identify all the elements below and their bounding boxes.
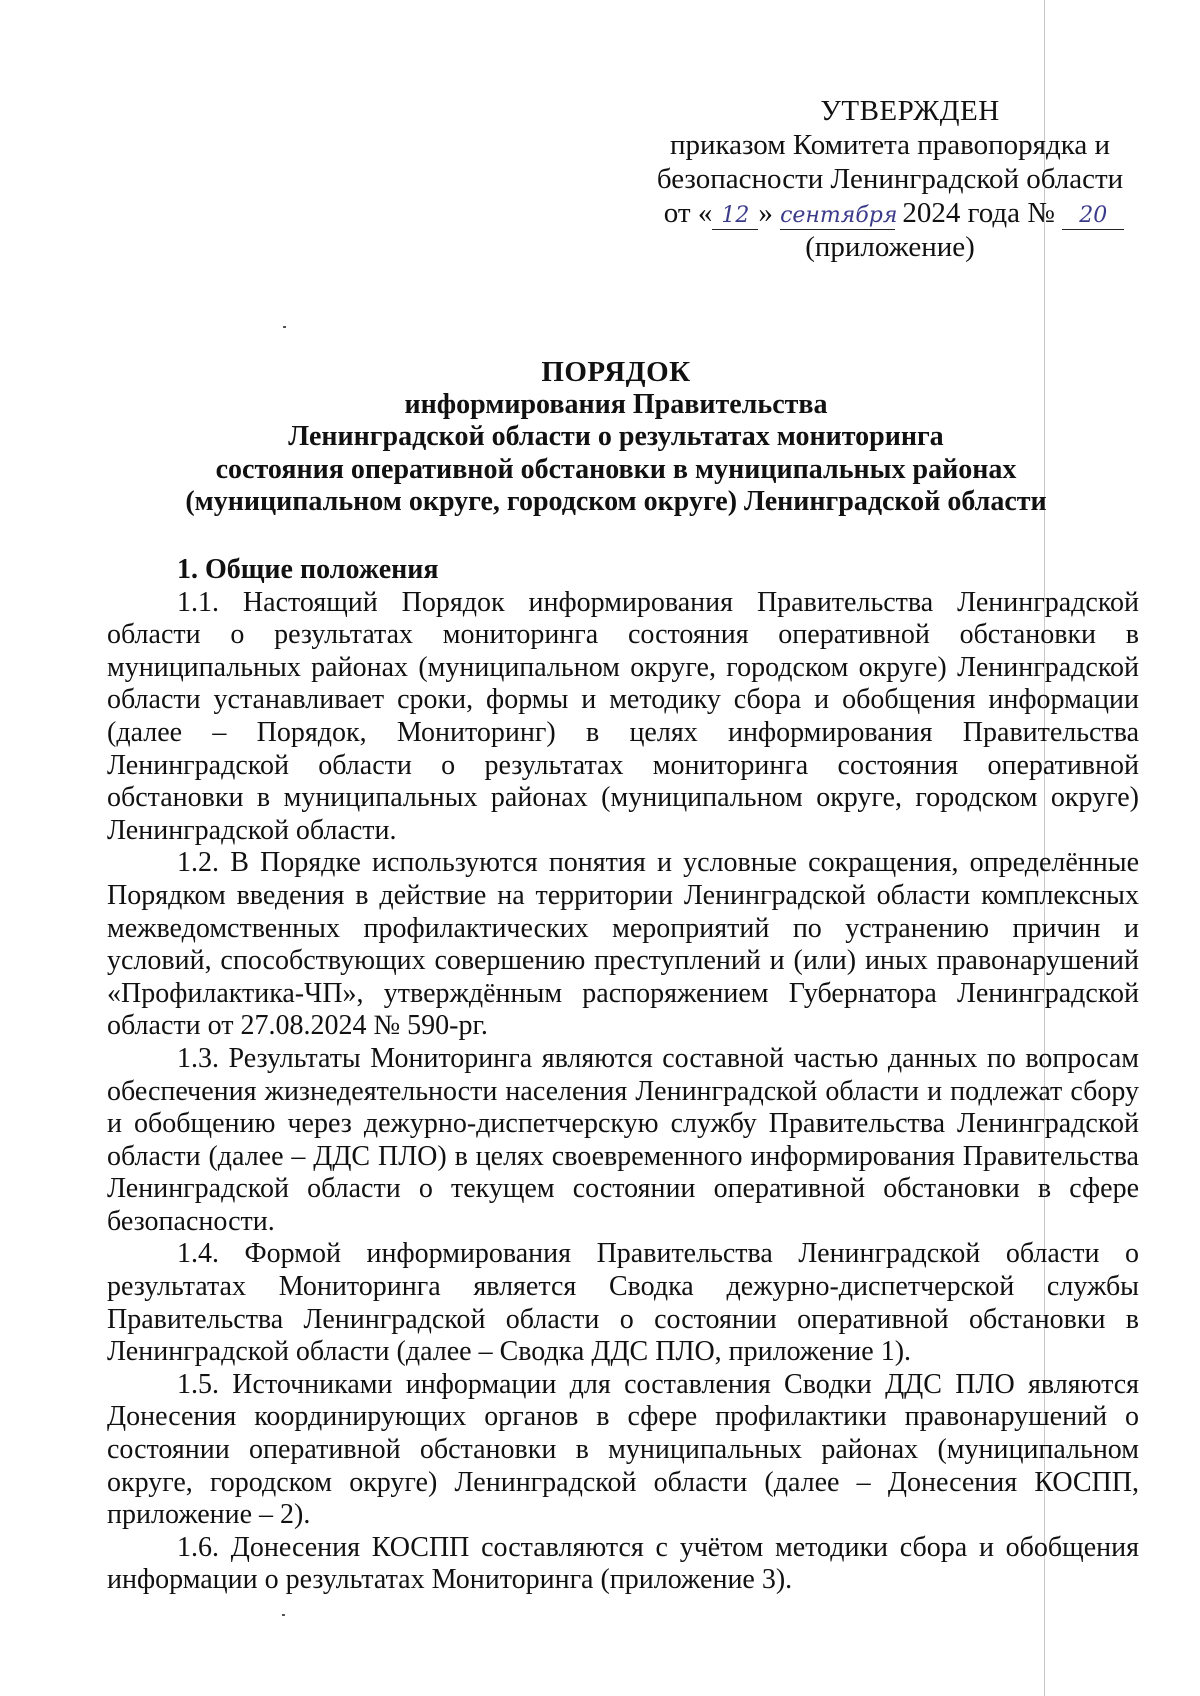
section-heading: 1. Общие положения (177, 554, 439, 585)
handwritten-order-number: 20 (1062, 203, 1124, 230)
scan-speck (282, 1614, 285, 1616)
approval-date-line (640, 196, 1140, 230)
approval-note: (приложение) (805, 231, 975, 263)
paragraph-1-2: 1.2. В Порядке используются понятия и условные сокращения, определённые Порядком введения в действие на территории Ленинградской области комплексных межведомственных профилактических мероприятий по устранению причин и условий, способствующих совершению преступлений и (или) иных правонарушений «Профилактика-ЧП», утверждённым распоряжением Губернатора Ленинградской области от 27.08.2024 № 590-рг. (107, 847, 1139, 1042)
document-title: ПОРЯДОК (541, 356, 691, 388)
document-body (107, 554, 1139, 1597)
title-line-4: (муниципальном округе, городском округе) Ленинградской области (185, 486, 1047, 517)
paragraph-1-4: 1.4. Формой информирования Правительства Ленинградской области о результатах Мониторинга является Сводка дежурно-диспетчерской службы Правительства Ленинградской области о состоянии оперативной обстановки в Ленинградской области (далее – Сводка ДДС ПЛО, приложение 1). (107, 1238, 1139, 1368)
date-year: 2024 года № (895, 197, 1063, 229)
approval-line-1: приказом Комитета правопорядка и (669, 129, 1111, 161)
paragraph-1-3: 1.3. Результаты Мониторинга являются составной частью данных по вопросам обеспечения жизнедеятельности населения Ленинградской области и подлежат сбору и обобщению через дежурно-диспетчерскую службу Правительства Ленинградской области (далее – ДДС ПЛО) в целях своевременного информирования Правительства Ленинградской области о текущем состоянии оперативной обстановки в сфере безопасности. (107, 1042, 1139, 1237)
title-line-2: Ленинградской области о результатах мониторинга (288, 421, 944, 452)
paragraph-1-5: 1.5. Источниками информации для составления Сводки ДДС ПЛО являются Донесения координирующих органов в сфере профилактики правонарушений о состоянии оперативной обстановки в муниципальных районах (муниципальном округе, городском округе) Ленинградской области (далее – Донесения КОСПП, приложение – 2). (107, 1368, 1139, 1531)
document-title-block (100, 356, 1132, 519)
paragraph-1-6: 1.6. Донесения КОСПП составляются с учётом методики сбора и обобщения информации о результатах Мониторинга (приложение 3). (107, 1531, 1139, 1596)
handwritten-month: сентября (780, 203, 898, 228)
approval-title: УТВЕРЖДЕН (820, 95, 1000, 127)
title-line-3: состояния оперативной обстановки в муниципальных районах (215, 453, 1017, 485)
approval-stamp-block (640, 94, 1140, 264)
date-prefix: от « (663, 197, 713, 229)
handwritten-day: 12 (712, 203, 758, 230)
title-line-1: информирования Правительства (404, 388, 828, 420)
date-mid: » (758, 197, 781, 229)
paragraph-1-1: 1.1. Настоящий Порядок информирования Правительства Ленинградской области о результатах мониторинга состояния оперативной обстановки в муниципальных районах (муниципальном округе, городском округе) Ленинградской области устанавливает сроки, формы и методику сбора и обобщения информации (далее – Порядок, Мониторинг) в целях информирования Правительства Ленинградской области о результатах мониторинга состояния оперативной обстановки в муниципальных районах (муниципальном округе, городском округе) Ленинградской области. (107, 586, 1139, 846)
scan-speck (283, 326, 286, 328)
approval-line-2: безопасности Ленинградской области (656, 163, 1124, 195)
